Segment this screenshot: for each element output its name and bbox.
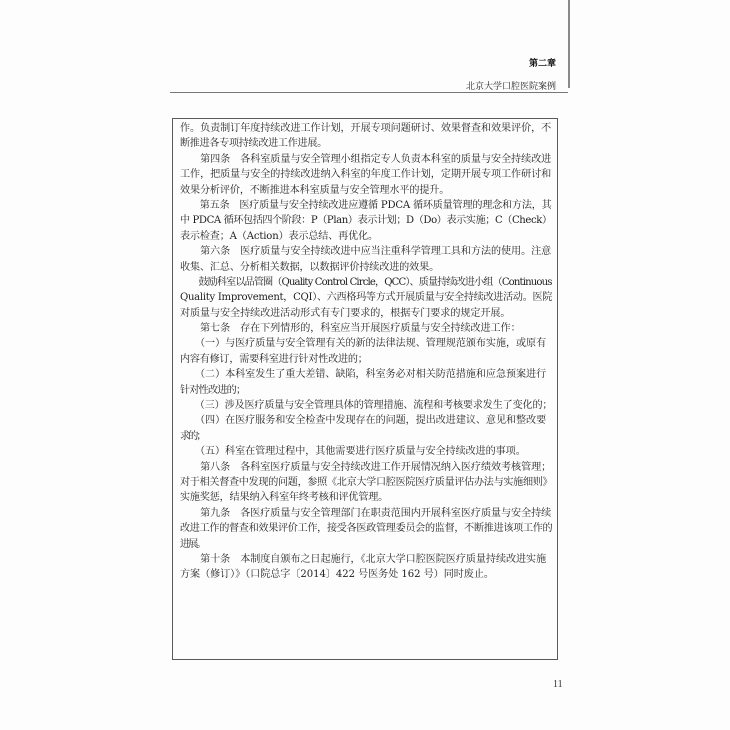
text-line: 效果分析评价，不断推进本科室质量与安全管理水平的提升。 [180,184,450,196]
text-line: 第八条 各科室医疗质量与安全持续改进工作开展情况纳入医疗绩效考核管理； [180,461,552,473]
text-line: 内容有修订，需要科室进行针对性改进的； [180,353,368,365]
text-line: 对质量与安全持续改进活动形式有专门要求的，根据专门要求的规定开展。 [180,307,511,319]
text-line: 第五条 医疗质量与安全持续改进应遵循 PDCA 循环质量管理的理念和方法，其 [180,199,552,211]
chapter-label: 第二章 [528,59,556,69]
text-line: 表示检查；A（Action）表示总结、再优化。 [180,230,378,242]
text-line: （三）涉及医疗质量与安全管理具体的管理措施、流程和考核要求发生了变化的； [180,400,553,412]
text-line: 第九条 各医疗质量与安全管理部门在职责范围内开展科室医疗质量与安全持续 [180,507,552,519]
text-line: （二）本科室发生了重大差错、缺陷，科室务必对相关防范措施和应急预案进行 [180,369,547,381]
text-line: （四）在医疗服务和安全检查中发现存在的问题，提出改进建议、意见和整改要 [180,415,547,427]
text-line: 求的； [180,430,205,442]
text-line: 改进工作的督查和效果评价工作，接受各医政管理委员会的监督，不断推进该项工作的 [180,523,553,535]
text-line: Quality Improvement，CQI）、六西格玛等方式开展质量与安全持续改进活动。医院 [180,292,553,304]
text-line: 工作，把质量与安全的持续改进纳入科室的年度工作计划，定期开展专项工作研讨和 [180,169,552,181]
text-line: 针对性改进的； [180,384,246,396]
page-number: 11 [553,679,563,690]
text-line: 方案（修订）》（口院总字〔2014〕422 号医务处 162 号）同时废止。 [180,569,494,581]
text-line: 实施奖惩，结果纳入科室年终考核和评优管理。 [180,492,389,504]
text-line: 对于相关督查中发现的问题，参照《北京大学口腔医院医疗质量评估办法与实施细则》 [180,476,553,488]
text-line: 第六条 医疗质量与安全持续改进中应当注重科学管理工具和方法的使用。注意 [180,246,552,258]
text-line: 收集、汇总、分析相关数据，以数据评价持续改进的效果。 [180,261,440,273]
text-line: （五）科室在管理过程中，其他需要进行医疗质量与安全持续改进的事项。 [180,446,526,458]
text-line: 第四条 各科室质量与安全管理小组指定专人负责本科室的质量与安全持续改进 [180,153,552,165]
text-line: 第七条 存在下列情形的，科室应当开展医疗质量与安全持续改进工作： [180,323,521,335]
body-text [180,121,558,583]
text-line: 鼓励科室以品管圈（Quality Control Circle，QCC）、质量持续改进小组（Continuous [180,276,552,288]
text-line: 作。负责制订年度持续改进工作计划，开展专项问题研讨、效果督查和效果评价，不 [180,123,552,134]
header-rule [170,92,568,93]
text-line: 进展。 [180,538,205,550]
text-line: （一）与医疗质量与安全管理有关的新的法律法规、管理规范颁布实施，或原有 [180,338,547,350]
running-header-title: 北京大学口腔医院案例 [465,82,556,92]
text-line: 第十条 本制度自颁布之日起施行，《北京大学口腔医院医疗质量持续改进实施 [180,553,547,565]
text-line: 中 PDCA 循环包括四个阶段：P（Plan）表示计划；D（Do）表示实施；C（Check） [180,215,552,227]
gutter-line [568,0,570,88]
text-line: 断推进各专项持续改进工作进展。 [180,138,327,150]
